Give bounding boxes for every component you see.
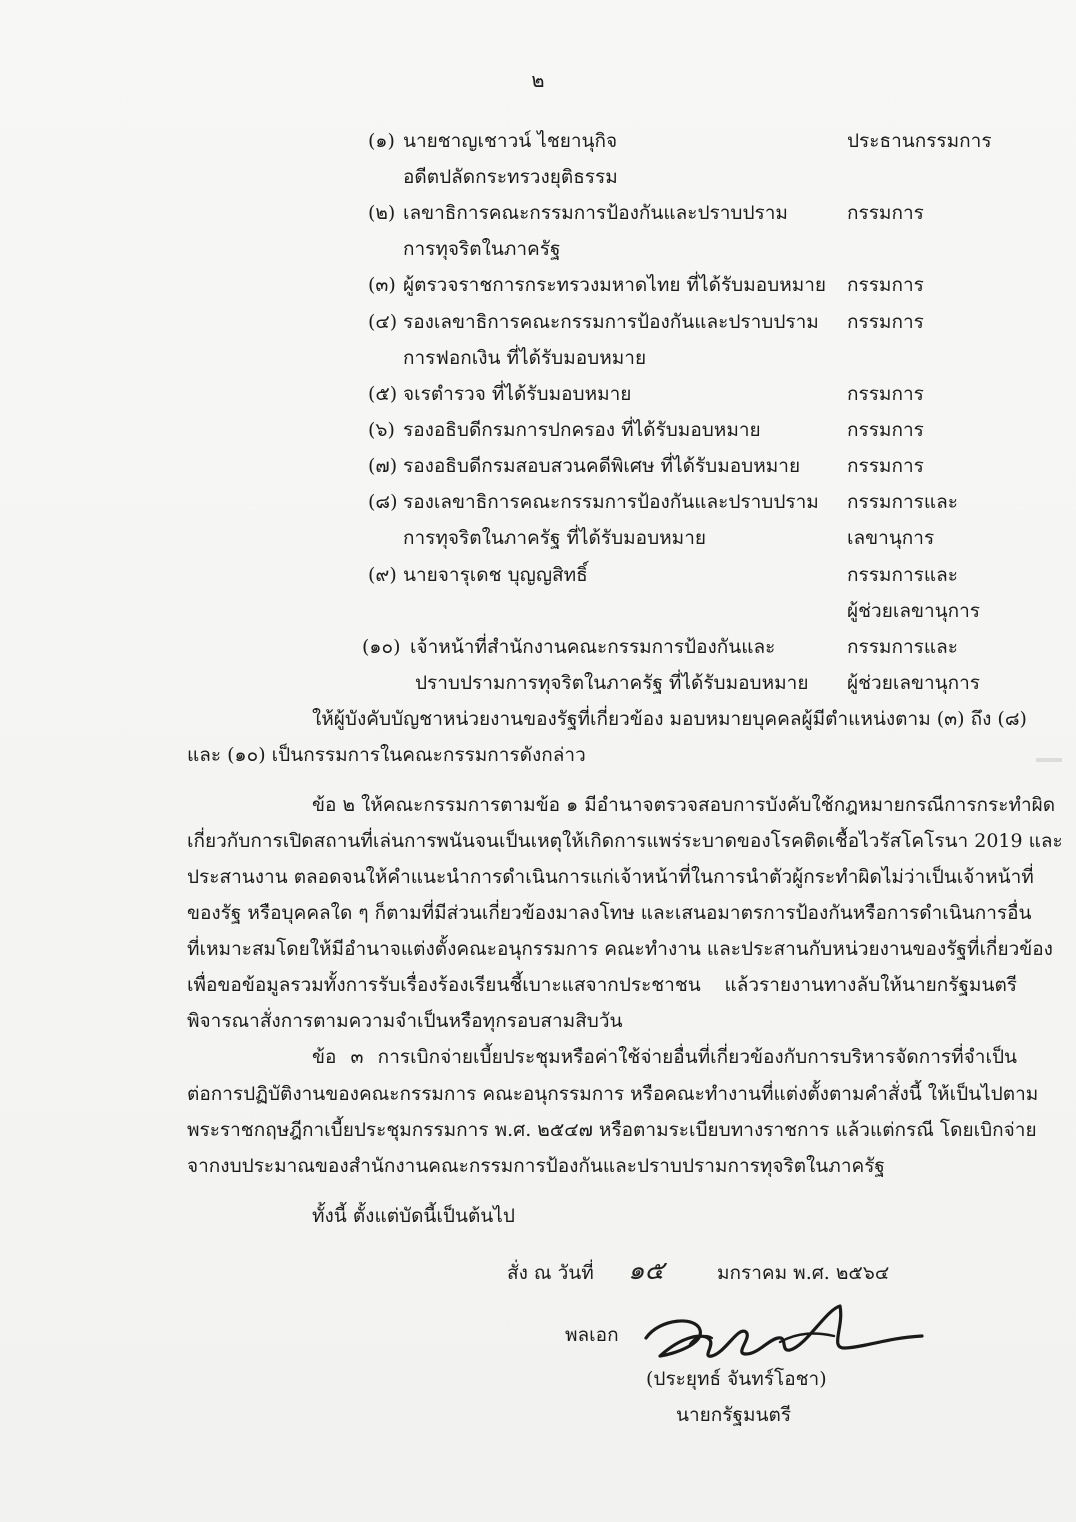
member-name: ผู้ตรวจราชการกระทรวงมหาดไทย ที่ได้รับมอบหมาย (403, 274, 827, 296)
scan-artifact (1036, 758, 1062, 762)
paragraph-line: เกี่ยวกับการเปิดสถานที่เล่นการพนันจนเป็นเหตุให้เกิดการแพร่ระบาดของโรคติดเชื้อไวรัสโคโรนา 2019 และ (187, 830, 1063, 852)
member-role: ประธานกรรมการ (847, 130, 992, 152)
member-name: การทุจริตในภาครัฐ (403, 238, 561, 260)
signatory-name: (ประยุทธ์ จันทร์โอชา) (646, 1368, 827, 1390)
ordered-date-prefix: สั่ง ณ วันที่ (507, 1262, 594, 1284)
member-role: กรรมการ (847, 202, 924, 224)
member-role: เลขานุการ (847, 527, 935, 549)
signatory-rank: พลเอก (565, 1324, 619, 1346)
member-number: (๔) (368, 311, 398, 333)
member-name: นายจารุเดช บุญญสิทธิ์ (403, 564, 588, 586)
member-name: นายชาญเชาวน์ ไชยานุกิจ (403, 130, 618, 152)
effective-statement: ทั้งนี้ ตั้งแต่บัดนี้เป็นต้นไป (312, 1205, 515, 1227)
member-name: รองอธิบดีกรมการปกครอง ที่ได้รับมอบหมาย (403, 419, 761, 441)
member-name: จเรตำรวจ ที่ได้รับมอบหมาย (403, 383, 632, 405)
member-name: รองเลขาธิการคณะกรรมการป้องกันและปราบปราม (403, 311, 819, 333)
paragraph-line: ที่เหมาะสมโดยให้มีอำนาจแต่งตั้งคณะอนุกรรมการ คณะทำงาน และประสานกับหน่วยงานของรัฐที่เกี่ยวข้อง (187, 938, 1053, 960)
member-name: เลขาธิการคณะกรรมการป้องกันและปราบปราม (403, 202, 788, 224)
paragraph-line: ของรัฐ หรือบุคคลใด ๆ ก็ตามที่มีส่วนเกี่ยวข้องมาลงโทษ และเสนอมาตรการป้องกันหรือการดำเนินการอื่น (187, 902, 1032, 924)
member-role: กรรมการ (847, 455, 924, 477)
paragraph-line: พิจารณาสั่งการตามความจำเป็นหรือทุกรอบสามสิบวัน (187, 1010, 623, 1032)
paragraph-line: และ (๑๐) เป็นกรรมการในคณะกรรมการดังกล่าว (187, 744, 586, 766)
handwritten-day: ๑๕ (628, 1256, 665, 1286)
paragraph-line: ประสานงาน ตลอดจนให้คำแนะนำการดำเนินการแก่เจ้าหน้าที่ในการนำตัวผู้กระทำผิดไม่ว่าเป็นเจ้าหน้าที่ (187, 866, 1034, 888)
member-name: ปราบปรามการทุจริตในภาครัฐ ที่ได้รับมอบหมาย (415, 672, 809, 694)
paragraph-line: ให้ผู้บังคับบัญชาหน่วยงานของรัฐที่เกี่ยวข้อง มอบหมายบุคคลผู้มีตำแหน่งตาม (๓) ถึง (๘) (312, 708, 1027, 730)
paragraph-line: พระราชกฤษฎีกาเบี้ยประชุมกรรมการ พ.ศ. ๒๕๔๗ หรือตามระเบียบทางราชการ แล้วแต่กรณี โดยเบิกจ่าย (187, 1119, 1037, 1141)
member-role: กรรมการ (847, 311, 924, 333)
member-number: (๓) (368, 274, 396, 296)
member-name: รองเลขาธิการคณะกรรมการป้องกันและปราบปราม (403, 491, 819, 513)
member-role: กรรมการ (847, 383, 924, 405)
member-role: ผู้ช่วยเลขานุการ (847, 600, 980, 622)
member-name: อดีตปลัดกระทรวงยุติธรรม (403, 166, 618, 188)
page-number: ๒ (531, 68, 545, 92)
member-role: ผู้ช่วยเลขานุการ (847, 672, 980, 694)
member-role: กรรมการและ (847, 491, 958, 513)
member-number: (๑) (368, 130, 395, 152)
member-number: (๑๐) (362, 636, 401, 658)
paragraph-line: ข้อ ๓ การเบิกจ่ายเบี้ยประชุมหรือค่าใช้จ่ายอื่นที่เกี่ยวข้องกับการบริหารจัดการที่จำเป็น (312, 1046, 1017, 1068)
ordered-date-month-year: มกราคม พ.ศ. ๒๕๖๔ (717, 1262, 890, 1284)
member-number: (๖) (368, 419, 395, 441)
paragraph-line: ต่อการปฏิบัติงานของคณะกรรมการ คณะอนุกรรมการ หรือคณะทำงานที่แต่งตั้งตามคำสั่งนี้ ให้เป็นไปตาม (187, 1083, 1039, 1105)
member-role: กรรมการและ (847, 564, 958, 586)
signatory-title: นายกรัฐมนตรี (676, 1404, 792, 1426)
member-role: กรรมการ (847, 274, 924, 296)
paragraph-line: ข้อ ๒ ให้คณะกรรมการตามข้อ ๑ มีอำนาจตรวจสอบการบังคับใช้กฎหมายกรณีการกระทำผิด (312, 794, 1056, 816)
member-number: (๗) (368, 455, 398, 477)
member-role: กรรมการและ (847, 636, 958, 658)
member-role: กรรมการ (847, 419, 924, 441)
member-number: (๘) (368, 491, 398, 513)
member-number: (๒) (368, 202, 396, 224)
member-name: เจ้าหน้าที่สำนักงานคณะกรรมการป้องกันและ (410, 636, 776, 658)
member-name: การทุจริตในภาครัฐ ที่ได้รับมอบหมาย (403, 527, 707, 549)
member-name: รองอธิบดีกรมสอบสวนคดีพิเศษ ที่ได้รับมอบหมาย (403, 455, 801, 477)
member-number: (๙) (368, 564, 397, 586)
paragraph-line: เพื่อขอข้อมูลรวมทั้งการรับเรื่องร้องเรียนชี้เบาะแสจากประชาชน แล้วรายงานทางลับให้นายกรัฐมนตรี (187, 974, 1017, 996)
member-name: การฟอกเงิน ที่ได้รับมอบหมาย (403, 347, 647, 369)
handwritten-signature (630, 1296, 930, 1376)
paragraph-line: จากงบประมาณของสำนักงานคณะกรรมการป้องกันและปราบปรามการทุจริตในภาครัฐ (187, 1155, 885, 1177)
member-number: (๕) (368, 383, 398, 405)
